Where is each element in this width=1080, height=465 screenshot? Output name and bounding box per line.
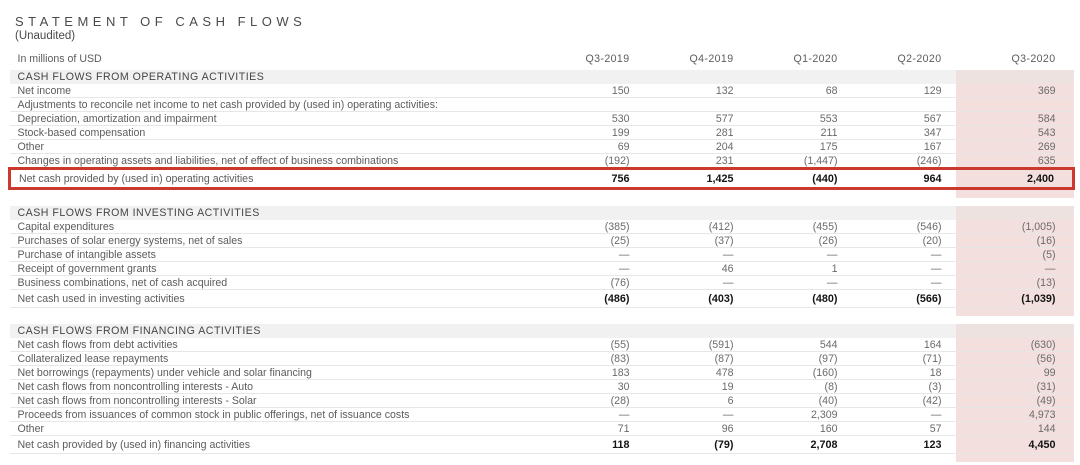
- row-label: Other: [10, 422, 540, 436]
- row-label: Net cash flows from debt activities: [10, 338, 540, 352]
- cell-value: [748, 98, 852, 112]
- cell-value: —: [852, 276, 956, 290]
- table-row: [10, 352, 1074, 366]
- cell-value: 4,973: [956, 408, 1074, 422]
- cell-value: (1,447): [748, 154, 852, 169]
- unit-label: In millions of USD: [17, 52, 102, 65]
- cell-value: 6: [644, 394, 748, 408]
- section-tail-spacer: [10, 308, 1074, 317]
- cell-value: 756: [540, 169, 644, 189]
- cell-value: (42): [852, 394, 956, 408]
- table-row: [10, 276, 1074, 290]
- cell-value: —: [852, 248, 956, 262]
- cell-value: [852, 98, 956, 112]
- cell-value: 144: [956, 422, 1074, 436]
- section-header-cell: [956, 206, 1074, 220]
- spacer-cell: [748, 198, 852, 206]
- row-label: Collateralized lease repayments: [10, 352, 540, 366]
- spacer-cell: [748, 316, 852, 324]
- table-row: [10, 234, 1074, 248]
- section-header: CASH FLOWS FROM INVESTING ACTIVITIES: [10, 206, 540, 220]
- spacer-cell: [956, 198, 1074, 206]
- spacer-cell: [644, 308, 748, 317]
- row-label: Net borrowings (repayments) under vehicle and solar financing: [10, 366, 540, 380]
- cell-value: —: [852, 262, 956, 276]
- cashflow-table-body: [10, 51, 1074, 462]
- table-row: [10, 380, 1074, 394]
- cell-value: 129: [852, 84, 956, 98]
- cell-value: (25): [540, 234, 644, 248]
- cell-value: 2,400: [956, 169, 1074, 189]
- section-header-cell: [540, 206, 644, 220]
- total-row: [10, 436, 1074, 454]
- section-header-row: [10, 324, 1074, 338]
- table-row: [10, 112, 1074, 126]
- section-header-cell: [748, 324, 852, 338]
- spacer-cell: [10, 189, 540, 199]
- cell-value: 1: [748, 262, 852, 276]
- cell-value: 369: [956, 84, 1074, 98]
- cell-value: (5): [956, 248, 1074, 262]
- cell-value: [644, 98, 748, 112]
- cell-value: 69: [540, 140, 644, 154]
- cell-value: (37): [644, 234, 748, 248]
- section-header-cell: [852, 324, 956, 338]
- cell-value: —: [852, 408, 956, 422]
- cell-value: 1,425: [644, 169, 748, 189]
- cell-value: 478: [644, 366, 748, 380]
- cell-value: 132: [644, 84, 748, 98]
- cell-value: 123: [852, 436, 956, 454]
- spacer-cell: [956, 316, 1074, 324]
- spacer-cell: [644, 316, 748, 324]
- cell-value: 584: [956, 112, 1074, 126]
- cell-value: —: [748, 276, 852, 290]
- cell-value: [956, 98, 1074, 112]
- column-header: Q4-2019: [689, 52, 734, 65]
- section-header-cell: [644, 70, 748, 84]
- table-row: [10, 84, 1074, 98]
- spacer-cell: [956, 308, 1074, 317]
- cell-value: (71): [852, 352, 956, 366]
- cell-value: (28): [540, 394, 644, 408]
- spacer-cell: [540, 308, 644, 317]
- cell-value: (192): [540, 154, 644, 169]
- section-header: CASH FLOWS FROM OPERATING ACTIVITIES: [10, 70, 540, 84]
- cash-flow-table: [8, 51, 1075, 462]
- cell-value: 57: [852, 422, 956, 436]
- cell-value: (87): [644, 352, 748, 366]
- row-label: Other: [10, 140, 540, 154]
- cell-value: (1,039): [956, 290, 1074, 308]
- row-label: Purchases of solar energy systems, net of sales: [10, 234, 540, 248]
- total-row: [10, 290, 1074, 308]
- cell-value: 635: [956, 154, 1074, 169]
- cell-value: (16): [956, 234, 1074, 248]
- row-label: Stock-based compensation: [10, 126, 540, 140]
- table-row: [10, 422, 1074, 436]
- cell-value: —: [644, 408, 748, 422]
- cell-value: (56): [956, 352, 1074, 366]
- section-header-cell: [644, 206, 748, 220]
- spacer-cell: [852, 316, 956, 324]
- cell-value: 347: [852, 126, 956, 140]
- cell-value: (385): [540, 220, 644, 234]
- cell-value: 553: [748, 112, 852, 126]
- cell-value: 567: [852, 112, 956, 126]
- cell-value: 530: [540, 112, 644, 126]
- cell-value: 96: [644, 422, 748, 436]
- section-header-cell: [956, 324, 1074, 338]
- cell-value: —: [540, 408, 644, 422]
- row-label: Business combinations, net of cash acquired: [10, 276, 540, 290]
- highlighted-total-row: [10, 169, 1074, 189]
- cell-value: (31): [956, 380, 1074, 394]
- column-header: Q2-2020: [897, 52, 942, 65]
- row-label: Receipt of government grants: [10, 262, 540, 276]
- column-header: Q1-2020: [793, 52, 838, 65]
- cell-value: —: [644, 248, 748, 262]
- cell-value: (97): [748, 352, 852, 366]
- cell-value: 204: [644, 140, 748, 154]
- cell-value: (591): [644, 338, 748, 352]
- cell-value: 544: [748, 338, 852, 352]
- cell-value: 150: [540, 84, 644, 98]
- section-tail-spacer: [10, 454, 1074, 463]
- cell-value: 543: [956, 126, 1074, 140]
- cell-value: 164: [852, 338, 956, 352]
- row-label: Net cash used in investing activities: [10, 290, 540, 308]
- cell-value: (403): [644, 290, 748, 308]
- cell-value: (49): [956, 394, 1074, 408]
- spacer-cell: [956, 454, 1074, 463]
- row-label: Net cash provided by (used in) financing activities: [10, 436, 540, 454]
- spacer-cell: [852, 198, 956, 206]
- table-row: [10, 126, 1074, 140]
- section-header-cell: [748, 70, 852, 84]
- cell-value: —: [748, 248, 852, 262]
- cell-value: (26): [748, 234, 852, 248]
- cell-value: 231: [644, 154, 748, 169]
- spacer-cell: [540, 189, 644, 199]
- section-header-cell: [540, 70, 644, 84]
- section-header-row: [10, 206, 1074, 220]
- spacer-cell: [10, 308, 540, 317]
- table-row: [10, 154, 1074, 169]
- cell-value: 46: [644, 262, 748, 276]
- spacer-cell: [748, 454, 852, 463]
- cell-value: 160: [748, 422, 852, 436]
- cell-value: (440): [748, 169, 852, 189]
- cell-value: 199: [540, 126, 644, 140]
- cell-value: 577: [644, 112, 748, 126]
- cell-value: 118: [540, 436, 644, 454]
- spacer-cell: [540, 198, 644, 206]
- cell-value: (83): [540, 352, 644, 366]
- section-header-cell: [956, 70, 1074, 84]
- row-label: Net cash flows from noncontrolling interests - Solar: [10, 394, 540, 408]
- page-subtitle: (Unaudited): [15, 30, 76, 42]
- cell-value: (455): [748, 220, 852, 234]
- cell-value: (40): [748, 394, 852, 408]
- table-row: [10, 248, 1074, 262]
- section-header-cell: [852, 70, 956, 84]
- spacer-cell: [852, 308, 956, 317]
- cell-value: 4,450: [956, 436, 1074, 454]
- section-header: CASH FLOWS FROM FINANCING ACTIVITIES: [10, 324, 540, 338]
- cell-value: —: [540, 262, 644, 276]
- cell-value: 175: [748, 140, 852, 154]
- table-row: [10, 98, 1074, 112]
- cell-value: 269: [956, 140, 1074, 154]
- section-header-cell: [852, 206, 956, 220]
- cell-value: (55): [540, 338, 644, 352]
- row-label: Net income: [10, 84, 540, 98]
- cell-value: (76): [540, 276, 644, 290]
- spacer-cell: [852, 454, 956, 463]
- spacer-cell: [540, 316, 644, 324]
- cell-value: (546): [852, 220, 956, 234]
- row-label: Net cash flows from noncontrolling interests - Auto: [10, 380, 540, 394]
- spacer-cell: [10, 316, 540, 324]
- cell-value: 964: [852, 169, 956, 189]
- cell-value: (79): [644, 436, 748, 454]
- cell-value: 18: [852, 366, 956, 380]
- cell-value: (1,005): [956, 220, 1074, 234]
- column-header-row: [10, 51, 1074, 70]
- cell-value: 99: [956, 366, 1074, 380]
- cell-value: 2,708: [748, 436, 852, 454]
- cell-value: (246): [852, 154, 956, 169]
- section-tail-spacer: [10, 189, 1074, 199]
- cell-value: (480): [748, 290, 852, 308]
- cell-value: —: [644, 276, 748, 290]
- table-row: [10, 262, 1074, 276]
- row-label: Net cash provided by (used in) operating activities: [10, 169, 540, 189]
- section-header-cell: [540, 324, 644, 338]
- row-label: Adjustments to reconcile net income to net cash provided by (used in) operating activities:: [10, 98, 540, 112]
- spacer-cell: [644, 189, 748, 199]
- table-row: [10, 140, 1074, 154]
- row-label: Changes in operating assets and liabilities, net of effect of business combinations: [10, 154, 540, 169]
- cell-value: 183: [540, 366, 644, 380]
- section-header-cell: [748, 206, 852, 220]
- cell-value: 281: [644, 126, 748, 140]
- cell-value: 71: [540, 422, 644, 436]
- cell-value: 30: [540, 380, 644, 394]
- row-label: Capital expenditures: [10, 220, 540, 234]
- cell-value: 167: [852, 140, 956, 154]
- cell-value: (486): [540, 290, 644, 308]
- spacer-cell: [644, 454, 748, 463]
- cell-value: [540, 98, 644, 112]
- spacer-cell: [10, 198, 540, 206]
- section-header-cell: [644, 324, 748, 338]
- column-header: Q3-2019: [585, 52, 630, 65]
- cell-value: (630): [956, 338, 1074, 352]
- section-header-row: [10, 70, 1074, 84]
- row-label: Depreciation, amortization and impairment: [10, 112, 540, 126]
- table-row: [10, 220, 1074, 234]
- cell-value: (13): [956, 276, 1074, 290]
- cell-value: 19: [644, 380, 748, 394]
- spacer-cell: [644, 198, 748, 206]
- cell-value: —: [540, 248, 644, 262]
- table-row: [10, 394, 1074, 408]
- cell-value: 2,309: [748, 408, 852, 422]
- column-header: Q3-2020: [1011, 52, 1056, 65]
- spacer-cell: [540, 454, 644, 463]
- cell-value: (3): [852, 380, 956, 394]
- spacer-cell: [10, 454, 540, 463]
- row-label: Purchase of intangible assets: [10, 248, 540, 262]
- cell-value: (20): [852, 234, 956, 248]
- spacer-cell: [748, 308, 852, 317]
- cell-value: (160): [748, 366, 852, 380]
- page-title: STATEMENT OF CASH FLOWS: [15, 14, 307, 29]
- section-gap-spacer: [10, 198, 1074, 206]
- section-gap-spacer: [10, 316, 1074, 324]
- table-row: [10, 338, 1074, 352]
- cell-value: 68: [748, 84, 852, 98]
- cell-value: (566): [852, 290, 956, 308]
- spacer-cell: [956, 189, 1074, 199]
- table-row: [10, 408, 1074, 422]
- cell-value: —: [956, 262, 1074, 276]
- spacer-cell: [852, 189, 956, 199]
- row-label: Proceeds from issuances of common stock in public offerings, net of issuance costs: [10, 408, 540, 422]
- cell-value: (412): [644, 220, 748, 234]
- cell-value: (8): [748, 380, 852, 394]
- cell-value: 211: [748, 126, 852, 140]
- spacer-cell: [748, 189, 852, 199]
- table-row: [10, 366, 1074, 380]
